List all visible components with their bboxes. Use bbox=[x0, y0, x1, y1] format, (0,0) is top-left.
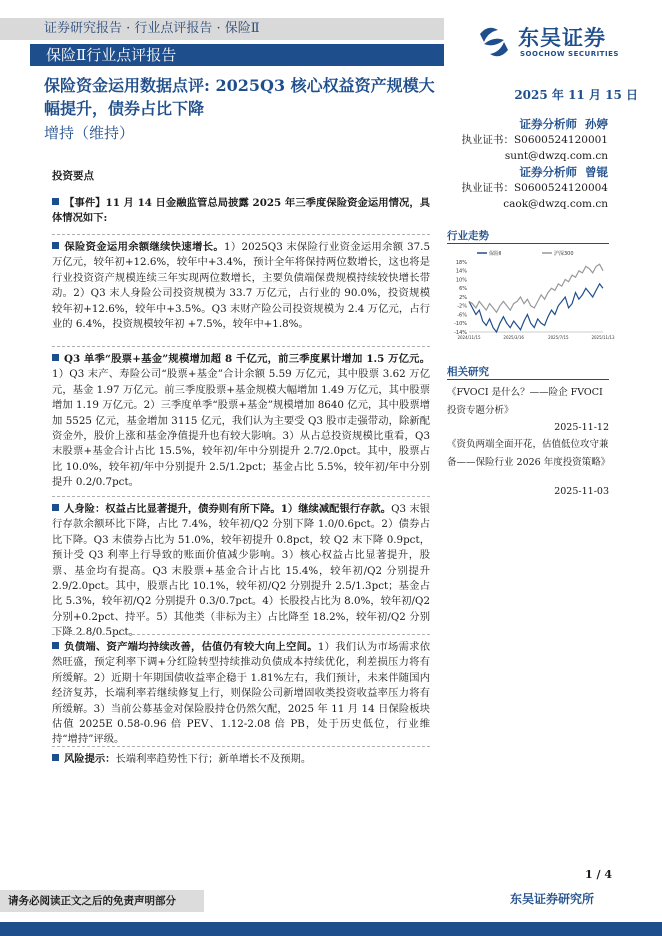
related-date: 2025-11-12 bbox=[554, 422, 609, 433]
x-tick-label: 2025/7/15 bbox=[548, 335, 569, 340]
paragraph-risk: 风险提示：长端利率趋势性下行；新单增长不及预期。 bbox=[52, 752, 430, 767]
divider bbox=[52, 234, 430, 235]
bullet-icon bbox=[52, 504, 59, 511]
report-date: 2025 年 11 月 15 日 bbox=[514, 88, 638, 102]
y-tick-label: 14% bbox=[455, 268, 467, 275]
y-tick-label: -10% bbox=[454, 321, 467, 328]
y-tick-label: 10% bbox=[455, 277, 467, 284]
analyst-role-name: 证券分析师 孙婷 bbox=[519, 117, 608, 131]
divider bbox=[52, 346, 430, 347]
trend-title: 行业走势 bbox=[447, 230, 489, 242]
analyst-cert: 执业证书：S0600524120004 bbox=[461, 182, 608, 194]
legend-label: 沪深300 bbox=[554, 251, 574, 257]
divider bbox=[52, 634, 430, 635]
paragraph-event: 【事件】11 月 14 日金融监管总局披露 2025 年三季度保险资金运用情况，具体情况如下: bbox=[52, 197, 430, 225]
analyst-cert: 执业证书：S0600524120001 bbox=[461, 134, 608, 146]
bullet-icon bbox=[52, 354, 59, 361]
related-item[interactable]: 《资负两端全面开花，估值低位攻守兼备——保险行业 2026 年度投资策略》 bbox=[447, 439, 611, 468]
footer-bar bbox=[0, 922, 662, 936]
y-tick-label: 6% bbox=[459, 286, 467, 293]
related-title: 相关研究 bbox=[447, 366, 489, 378]
disclaimer-notice: 请务必阅读正文之后的免责声明部分 bbox=[0, 890, 204, 912]
y-tick-label: -2% bbox=[457, 303, 467, 310]
y-tick-label: 18% bbox=[455, 259, 467, 266]
x-tick-label: 2025/3/16 bbox=[503, 335, 524, 340]
logo-mark-icon bbox=[474, 22, 514, 62]
report-type-banner: 保险Ⅱ行业点评报告 bbox=[30, 44, 444, 66]
related-divider bbox=[447, 379, 609, 380]
analyst-email[interactable]: caok@dwzq.com.cn bbox=[503, 198, 608, 210]
series-line bbox=[469, 264, 603, 312]
bullet-icon bbox=[52, 642, 59, 649]
page-number: 1 / 4 bbox=[585, 868, 612, 881]
related-date: 2025-11-03 bbox=[554, 486, 609, 497]
divider bbox=[52, 496, 430, 497]
rating: 增持（维持） bbox=[44, 124, 135, 142]
analyst-email[interactable]: sunt@dwzq.com.cn bbox=[504, 150, 608, 162]
analyst-1 bbox=[444, 116, 608, 164]
paragraph-1: 保险资金运用余额继续快速增长。1）2025Q3 末保险行业资金运用余额 37.5 万亿元，较年初+12.6%，较年中+3.4%，预计全年将保持两位数增长，这也将是行业投资资产规模连续三年实现两位数增长，主要负债端保费规模持续较快增长带动。2）Q3 末人身险公司投资规模为 33.7 万亿元，占行业的 90.0%，投资规模较年初+12.6%，较年中+3.5%。Q3 末财产险公司投资规模为 2.4 万亿元，占行业的 6.4%，投资规模较年初 +7.5%，较年中+1.8%。 bbox=[52, 241, 431, 331]
paragraph-2: Q3 单季“股票+基金”规模增加超 8 千亿元，前三季度累计增加 1.5 万亿元。1）Q3 末产、寿险公司“股票+基金”合计余额 5.59 万亿元，其中股票 3.62 万亿元，基金 1.97 万亿元。前三季度股票+基金规模大幅增加 1.49 万亿元，其中股票增加 1.19 万亿元。2）三季度单季“股票+基金”规模增加 8640 亿元，其中股票增加 5525 亿元，基金增加 3115 亿元，我们认为主要受 Q3 股市走强带动，除新配资金外，股价上涨和基金净值提升也有较大影响。3）从占总投资规模比重看，Q3 末股票+基金合计占比 15.5%，较年初/年中分别提升 2.7/2.0pct。其中，股票占比 10.0%，较年初/年中分别提升 2.5/1.2pct；基金占比 5.5%，较年初/年中分别提升 0.2/0.7pct。 bbox=[52, 353, 430, 489]
x-tick-label: 2024/11/15 bbox=[457, 335, 481, 340]
report-title: 保险资金运用数据点评: 2025Q3 核心权益资产规模大幅提升，债券占比下降 bbox=[44, 76, 435, 118]
paragraph-4: 负债端、资产端均持续改善，估值仍有较大向上空间。1）我们认为市场需求依然旺盛，预定利率下调+分红险转型持续推动负债成本持续优化，利差损压力将有所缓解。2）近期十年期国债收益率企稳于 1.81%左右，我们预计，未来伴随国内经济复苏，长端利率若继续修复上行，则保险公司新增固收类投资收益率压力将有所缓解。3）当前公募基金对保险股持仓仍然欠配，2025 年 11 月 14 日保险板块估值 2025E 0.58-0.96 倍 PEV、1.12-2.08 倍 PB，处于历史低位，行业维持“增持”评级。 bbox=[52, 641, 431, 746]
bullet-icon bbox=[52, 242, 59, 249]
series-line bbox=[469, 284, 603, 332]
y-tick-label: 2% bbox=[459, 294, 467, 301]
paragraph-3: 人身险：权益占比显著提升，债券则有所下降。1）继续减配银行存款。Q3 末银行存款余额环比下降，占比 7.4%，较年初/Q2 分别下降 1.0/0.6pct。2）债券占比下降。Q3 末债券占比为 51.0%，较年初提升 0.8pct，较 Q2 末下降 0.9pct，预计受 Q3 利率上行导致的账面价值减少影响。3）核心权益占比显著提升，股票、基金均有提高。Q3 末股票+基金合计占比 15.4%，较年初/Q2 分别提升 2.9/2.0pct。其中，股票占比 10.1%，较年初/Q2 分别提升 2.5/1.3pct；基金占比 5.3%，较年初/Q2 分别提升 0.3/0.7pct。4）长股投占比为 8.0%，较年初/Q2 分别+0.2pct、持平。5）其他类（非标为主）占比降至 18.2%，较年初/Q2 分别下降 2.8/0.5pct。 bbox=[52, 503, 430, 639]
logo-text-cn: 东吴证券 bbox=[518, 26, 606, 50]
analyst-role-name: 证券分析师 曾锟 bbox=[519, 165, 608, 179]
institute-name: 东吴证券研究所 bbox=[510, 892, 595, 906]
logo-text-en: SOOCHOW SECURITIES bbox=[520, 50, 619, 58]
analyst-2 bbox=[444, 164, 608, 212]
y-tick-label: -14% bbox=[454, 329, 467, 336]
section-title: 投资要点 bbox=[52, 170, 94, 182]
related-item[interactable]: 《FVOCI 是什么？——险企 FVOCI 投资专题分析》 bbox=[447, 387, 603, 416]
legend-label: 保险Ⅱ bbox=[489, 251, 502, 257]
breadcrumb: 证券研究报告 · 行业点评报告 · 保险Ⅱ bbox=[0, 18, 444, 40]
trend-chart bbox=[447, 248, 615, 348]
company-logo bbox=[474, 22, 634, 66]
bullet-icon bbox=[52, 754, 59, 761]
y-tick-label: -6% bbox=[457, 312, 467, 319]
x-tick-label: 2025/11/13 bbox=[591, 335, 615, 340]
divider bbox=[52, 746, 430, 747]
trend-divider bbox=[447, 243, 609, 244]
bullet-icon bbox=[52, 198, 59, 205]
